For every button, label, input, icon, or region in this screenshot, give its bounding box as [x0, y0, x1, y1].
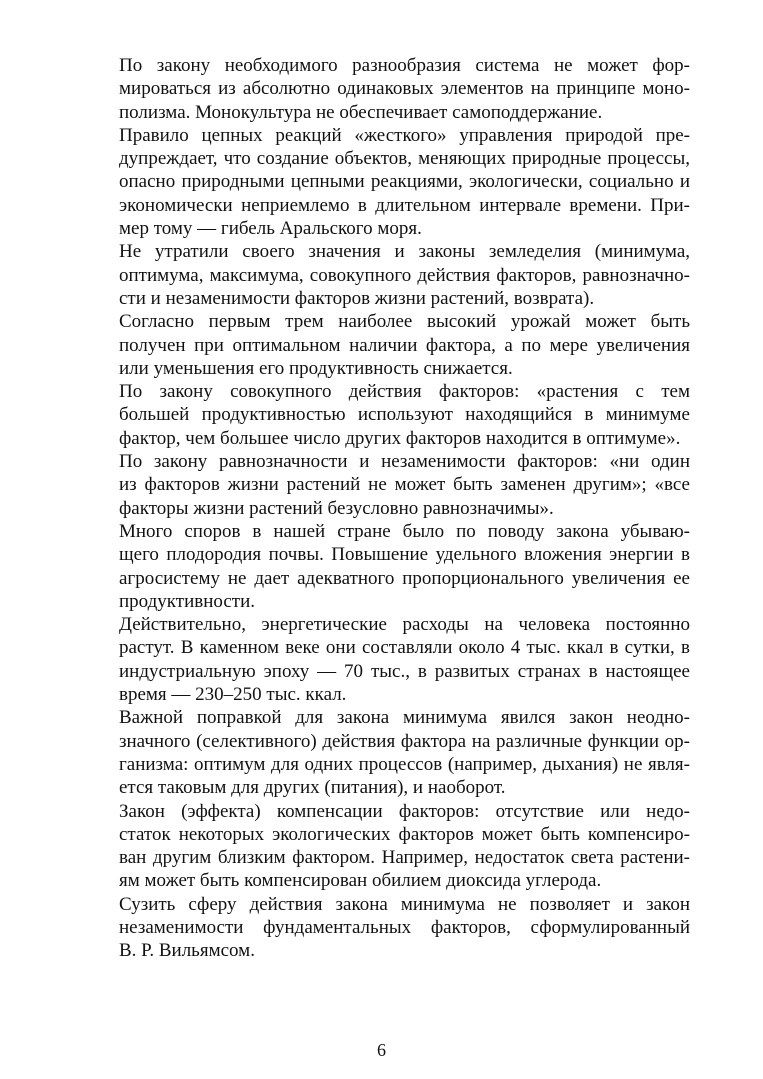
text-line: большей продуктивностью используют находящийся в минимуме — [119, 404, 690, 426]
text-line: растут. В каменном веке они составляли около 4 тыс. ккал в сутки, в — [119, 637, 690, 659]
text-line: ям может быть компенсирован обилием диоксида углерода. — [119, 870, 602, 892]
text-line: оптимума, максимума, совокупного действия факторов, равнозначно- — [119, 264, 690, 286]
text-line: Важной поправкой для закона минимума явился закон неодно- — [119, 707, 690, 729]
text-line: индустриальную эпоху — 70 тыс., в развитых странах в настоящее — [119, 660, 690, 682]
text-line: фактор, чем большее число других факторов находится в оптимуме». — [119, 427, 681, 449]
text-line: экономически неприемлемо в длительном интервале времени. При- — [119, 194, 690, 216]
paragraph — [74, 240, 690, 310]
paragraph — [74, 800, 690, 893]
text-line: или уменьшения его продуктивность снижается. — [119, 357, 513, 379]
text-line: незаменимости фундаментальных факторов, сформулированный — [119, 916, 690, 938]
paragraph — [74, 613, 690, 706]
paragraph — [74, 54, 690, 124]
text-line: Согласно первым трем наиболее высокий урожай может быть — [119, 311, 690, 333]
text-line: ван другим близким фактором. Например, недостаток света растени- — [119, 847, 690, 869]
text-line: По закону необходимого разнообразия система не может фор- — [119, 55, 690, 76]
text-line: агросистему не дает адекватного пропорционального увеличения ее — [119, 567, 690, 589]
text-line: Закон (эффекта) компенсации факторов: отсутствие или недо- — [119, 800, 690, 822]
paragraph — [74, 124, 690, 240]
text-line: факторы жизни растений безусловно равнозначимы». — [119, 497, 554, 519]
paragraph — [74, 450, 690, 520]
text-line: значного (селективного) действия фактора на различные функции ор- — [119, 730, 690, 752]
paragraph — [74, 380, 690, 450]
text-line: опасно природными цепными реакциями, экологически, социально и — [119, 171, 690, 193]
document-body — [74, 54, 690, 963]
text-line: сти и незаменимости факторов жизни растений, возврата). — [119, 287, 595, 309]
text-line: получен при оптимальном наличии фактора, а по мере увеличения — [119, 334, 690, 356]
text-line: полизма. Монокультура не обеспечивает самоподдержание. — [119, 101, 603, 123]
text-line: ганизма: оптимум для одних процессов (например, дыхания) не явля- — [119, 753, 690, 775]
paragraph — [74, 706, 690, 799]
text-line: По закону совокупного действия факторов: «растения с тем — [119, 381, 690, 403]
text-line: из факторов жизни растений не может быть заменен другим»; «все — [119, 474, 690, 496]
paragraph — [74, 893, 690, 963]
text-line: мироваться из абсолютно одинаковых элементов на принципе моно- — [119, 78, 690, 100]
page-number: 6 — [377, 1040, 386, 1060]
text-line: Сузить сферу действия закона минимума не позволяет и закон — [119, 893, 690, 915]
text-line: время — 230–250 тыс. ккал. — [119, 684, 347, 706]
text-line: щего плодородия почвы. Повышение удельного вложения энергии в — [119, 544, 690, 566]
text-line: Не утратили своего значения и законы земледелия (минимума, — [119, 241, 690, 263]
text-line: Действительно, энергетические расходы на человека постоянно — [119, 614, 690, 636]
text-line: Правило цепных реакций «жесткого» управления природой пре- — [119, 124, 690, 146]
text-line: дупреждает, что создание объектов, меняющих природные процессы, — [119, 148, 690, 170]
paragraph — [74, 310, 690, 380]
text-line: ется таковым для других (питания), и наоборот. — [119, 777, 506, 799]
paragraph — [74, 520, 690, 613]
text-line: продуктивности. — [119, 590, 256, 612]
text-line: В. Р. Вильямсом. — [119, 940, 255, 962]
text-line: По закону равнозначности и незаменимости факторов: «ни один — [119, 451, 690, 473]
text-line: статок некоторых экологических факторов может быть компенсиро- — [119, 823, 690, 845]
text-line: Много споров в нашей стране было по поводу закона убываю- — [119, 520, 690, 542]
text-line: мер тому — гибель Аральского моря. — [119, 218, 422, 240]
